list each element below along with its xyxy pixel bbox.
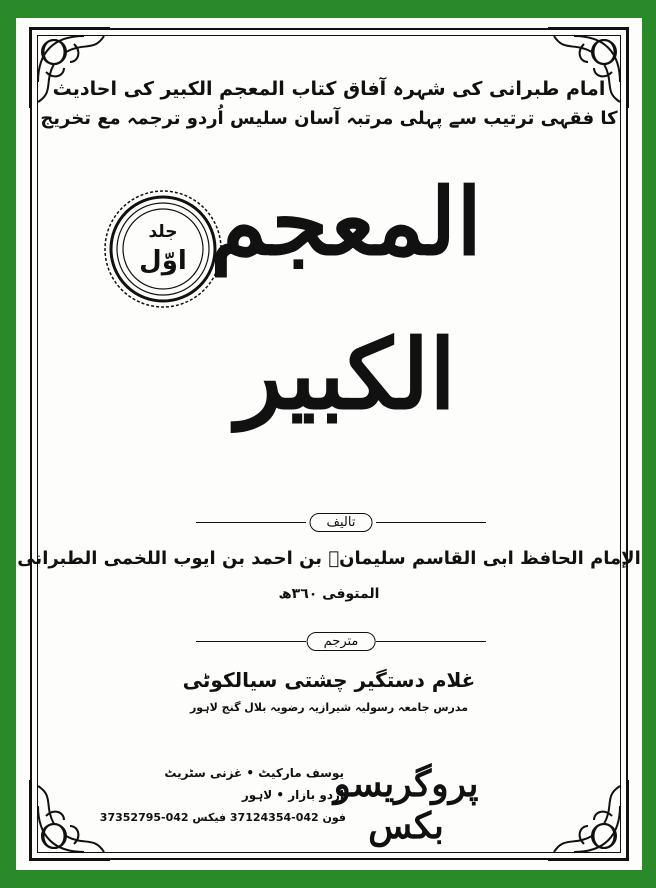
- title-line-2: الکبیر: [236, 318, 456, 431]
- publisher-address-line-2: اُردو بازار • لاہور: [241, 788, 344, 802]
- title-line-1: المعجم: [210, 168, 482, 276]
- divider-compilation: [196, 515, 486, 531]
- corner-ornament-bottom-right: [542, 774, 634, 866]
- divider-label-translator: مترجم: [307, 632, 376, 651]
- divider-label-compilation: تالیف: [310, 513, 373, 532]
- header-line-2: کا فقہی ترتیب سے پہلی مرتبہ آسان سلیس اُردو ترجمہ مع تخریج: [40, 108, 618, 129]
- volume-seal: [102, 188, 224, 310]
- seal-label: جلد: [148, 222, 178, 242]
- header-line-1: امام طبرانی کی شہرہ آفاق کتاب المعجم الکبیر کی احادیث: [52, 78, 606, 100]
- translator-affiliation: مدرس جامعہ رسولیہ شیرازیہ رضویہ بلال گنج لاہور: [189, 701, 469, 714]
- corner-ornament-top-left: [24, 22, 116, 114]
- author-name: الإمام الحافظ ابی القاسم سلیمانؒ بن احمد بن ایوب اللخمی الطبرانی: [17, 548, 641, 569]
- publisher-address-line-1: یوسف مارکیٹ • غزنی سٹریٹ: [164, 766, 344, 780]
- corner-ornament-top-right: [542, 22, 634, 114]
- publisher-name: پروگریسو بکس: [333, 763, 479, 847]
- translator-name: غلام دستگیر چشتی سیالکوٹی: [182, 668, 476, 692]
- seal-volume: اوّل: [139, 246, 187, 276]
- author-death-date: المتوفی ٣٦٠ھ: [278, 586, 380, 602]
- book-cover: [16, 18, 642, 870]
- divider-translator: [196, 634, 486, 650]
- publisher-phone: فون 042-37124354 فیکس 042-37352795: [99, 811, 346, 824]
